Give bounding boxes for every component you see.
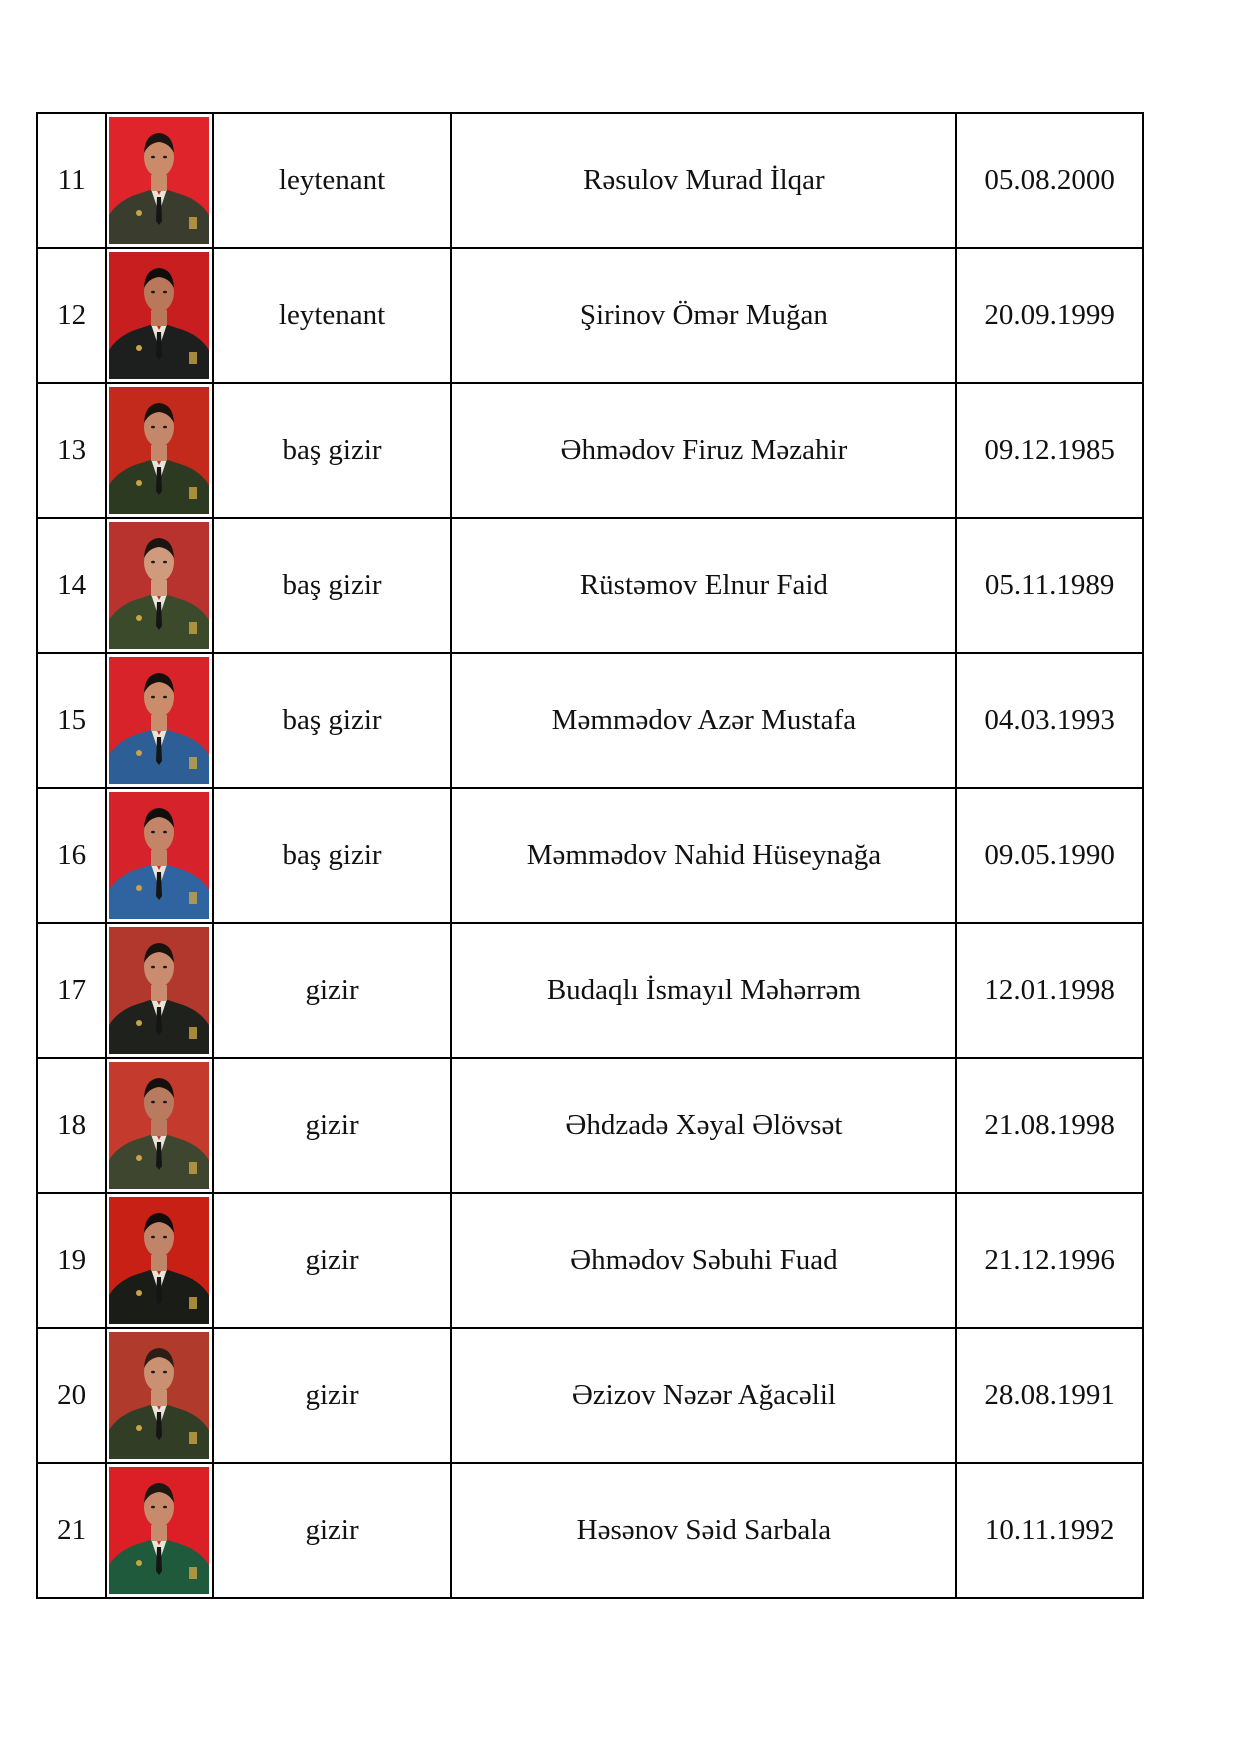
table-row — [37, 1193, 1143, 1328]
portrait-photo — [109, 117, 209, 244]
portrait-cell — [106, 1058, 212, 1193]
birth-date-cell: 04.03.1993 — [956, 653, 1143, 788]
row-number-cell: 12 — [37, 248, 106, 383]
full-name-cell: Əhdzadə Xəyal Əlövsət — [451, 1058, 956, 1193]
rank-cell: gizir — [213, 1058, 452, 1193]
full-name-cell: Əzizov Nəzər Ağacəlil — [451, 1328, 956, 1463]
portrait-cell — [106, 1193, 212, 1328]
birth-date-cell: 12.01.1998 — [956, 923, 1143, 1058]
full-name-cell: Əhmədov Firuz Məzahir — [451, 383, 956, 518]
personnel-table — [36, 112, 1144, 1599]
rank-cell: baş gizir — [213, 788, 452, 923]
birth-date-cell: 20.09.1999 — [956, 248, 1143, 383]
rank-cell: baş gizir — [213, 518, 452, 653]
full-name-cell: Rəsulov Murad İlqar — [451, 113, 956, 248]
full-name-cell: Rüstəmov Elnur Faid — [451, 518, 956, 653]
table-row — [37, 518, 1143, 653]
full-name-cell: Şirinov Ömər Muğan — [451, 248, 956, 383]
full-name-cell: Əhmədov Səbuhi Fuad — [451, 1193, 956, 1328]
portrait-cell — [106, 113, 212, 248]
row-number-cell: 11 — [37, 113, 106, 248]
table-row — [37, 1328, 1143, 1463]
birth-date-cell: 28.08.1991 — [956, 1328, 1143, 1463]
table-row — [37, 383, 1143, 518]
full-name-cell: Məmmədov Nahid Hüseynağa — [451, 788, 956, 923]
portrait-cell — [106, 248, 212, 383]
birth-date-cell: 09.12.1985 — [956, 383, 1143, 518]
portrait-photo — [109, 1062, 209, 1189]
table-row — [37, 788, 1143, 923]
portrait-cell — [106, 383, 212, 518]
birth-date-cell: 05.08.2000 — [956, 113, 1143, 248]
portrait-cell — [106, 653, 212, 788]
rank-cell: leytenant — [213, 113, 452, 248]
birth-date-cell: 21.12.1996 — [956, 1193, 1143, 1328]
portrait-photo — [109, 387, 209, 514]
row-number-cell: 18 — [37, 1058, 106, 1193]
portrait-photo — [109, 1197, 209, 1324]
birth-date-cell: 21.08.1998 — [956, 1058, 1143, 1193]
portrait-cell — [106, 1463, 212, 1598]
row-number-cell: 15 — [37, 653, 106, 788]
table-row — [37, 113, 1143, 248]
portrait-photo — [109, 1467, 209, 1594]
table-row — [37, 1463, 1143, 1598]
rank-cell: gizir — [213, 1193, 452, 1328]
row-number-cell: 19 — [37, 1193, 106, 1328]
rank-cell: baş gizir — [213, 653, 452, 788]
rank-cell: gizir — [213, 923, 452, 1058]
portrait-cell — [106, 518, 212, 653]
portrait-cell — [106, 923, 212, 1058]
table-row — [37, 248, 1143, 383]
table-row — [37, 923, 1143, 1058]
full-name-cell: Budaqlı İsmayıl Məhərrəm — [451, 923, 956, 1058]
row-number-cell: 13 — [37, 383, 106, 518]
rank-cell: leytenant — [213, 248, 452, 383]
full-name-cell: Məmmədov Azər Mustafa — [451, 653, 956, 788]
birth-date-cell: 10.11.1992 — [956, 1463, 1143, 1598]
rank-cell: gizir — [213, 1463, 452, 1598]
portrait-photo — [109, 1332, 209, 1459]
row-number-cell: 14 — [37, 518, 106, 653]
full-name-cell: Həsənov Səid Sarbala — [451, 1463, 956, 1598]
personnel-table-body — [37, 113, 1143, 1598]
portrait-photo — [109, 657, 209, 784]
portrait-photo — [109, 792, 209, 919]
row-number-cell: 17 — [37, 923, 106, 1058]
birth-date-cell: 05.11.1989 — [956, 518, 1143, 653]
portrait-cell — [106, 788, 212, 923]
portrait-photo — [109, 927, 209, 1054]
row-number-cell: 16 — [37, 788, 106, 923]
rank-cell: gizir — [213, 1328, 452, 1463]
row-number-cell: 20 — [37, 1328, 106, 1463]
portrait-cell — [106, 1328, 212, 1463]
table-row — [37, 1058, 1143, 1193]
birth-date-cell: 09.05.1990 — [956, 788, 1143, 923]
portrait-photo — [109, 522, 209, 649]
row-number-cell: 21 — [37, 1463, 106, 1598]
portrait-photo — [109, 252, 209, 379]
rank-cell: baş gizir — [213, 383, 452, 518]
table-row — [37, 653, 1143, 788]
